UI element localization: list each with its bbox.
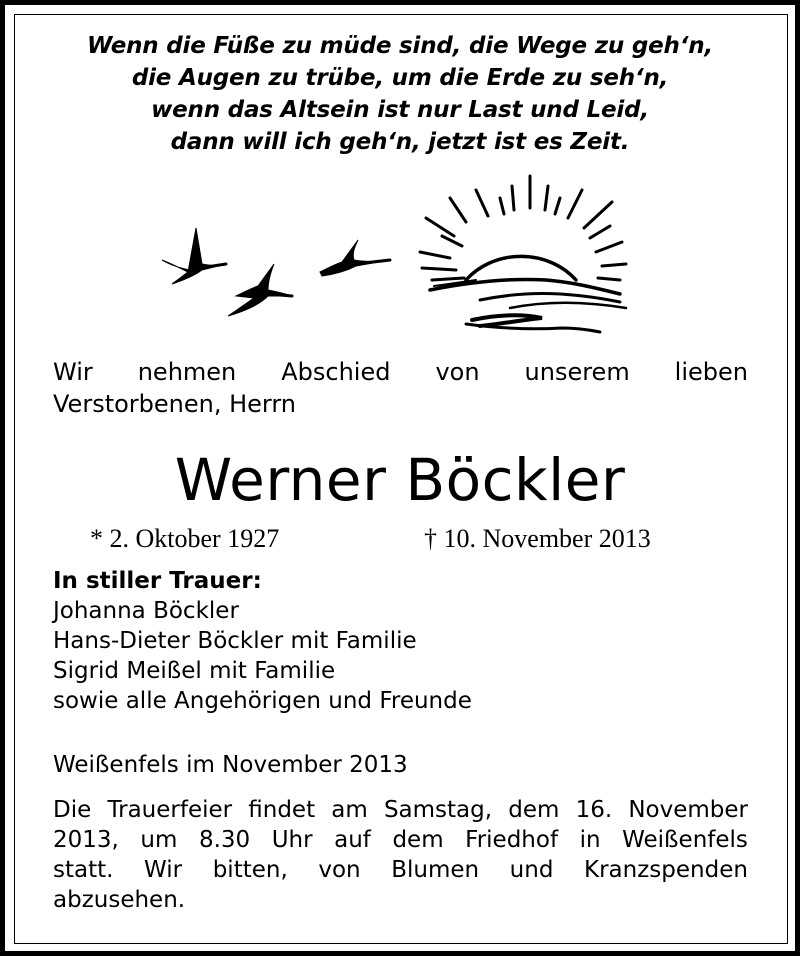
word: Wir <box>144 857 183 883</box>
poem-line: Wenn die Füße zu müde sind, die Wege zu geh‘n, <box>87 33 713 59</box>
word: bitten, <box>212 857 288 883</box>
word: 2013, <box>53 827 119 853</box>
poem-line: dann will ich geh‘n, jetzt ist es Zeit. <box>170 129 630 155</box>
word: Blumen <box>391 857 480 883</box>
death-date: † 10. November 2013 <box>424 524 651 553</box>
word: um <box>140 827 178 853</box>
service-line <box>53 885 748 915</box>
service-line <box>53 795 748 825</box>
word: abzusehen. <box>53 887 186 913</box>
word: Trauerfeier <box>107 797 233 823</box>
intro-text <box>53 356 748 420</box>
word: 16. <box>575 797 613 823</box>
service-line <box>53 855 748 885</box>
deceased-name: Werner Böckler <box>174 446 626 514</box>
sunset-icon <box>420 176 626 332</box>
word: in <box>579 827 601 853</box>
word: Uhr <box>271 827 313 853</box>
word: dem <box>392 827 444 853</box>
intro-line-1 <box>53 356 748 388</box>
mourners-title: In stiller Trauer: <box>53 568 262 594</box>
life-dates <box>0 522 800 556</box>
word: Friedhof <box>465 827 559 853</box>
intro-line-2: Verstorbenen, Herrn <box>53 390 297 418</box>
illustration <box>150 168 630 348</box>
word: findet <box>248 797 316 823</box>
mourner-name: sowie alle Angehörigen und Freunde <box>53 688 472 714</box>
word: Wir <box>53 358 93 386</box>
birth-date: * 2. Oktober 1927 <box>90 524 280 553</box>
word: Kranzspenden <box>584 857 748 883</box>
word: dem <box>508 797 560 823</box>
mourner-name: Hans-Dieter Böckler mit Familie <box>53 628 417 654</box>
word: auf <box>334 827 371 853</box>
service-notice <box>53 795 748 915</box>
place-date: Weißenfels im November 2013 <box>53 752 408 778</box>
word: Weißenfels <box>622 827 748 853</box>
word: Die <box>53 797 92 823</box>
word: von <box>318 857 361 883</box>
word: am <box>331 797 368 823</box>
word: unserem <box>524 358 630 386</box>
word: statt. <box>53 857 114 883</box>
word: lieben <box>674 358 748 386</box>
word: von <box>435 358 480 386</box>
word: Abschied <box>281 358 391 386</box>
mourner-name: Sigrid Meißel mit Familie <box>53 658 336 684</box>
word: November <box>628 797 748 823</box>
mourners-block <box>53 566 753 716</box>
word: und <box>509 857 554 883</box>
word: nehmen <box>137 358 237 386</box>
poem-line: die Augen zu trübe, um die Erde zu seh‘n, <box>131 65 669 91</box>
word: 8.30 <box>198 827 251 853</box>
poem <box>20 30 780 158</box>
poem-line: wenn das Altsein ist nur Last und Leid, <box>151 97 649 123</box>
mourner-name: Johanna Böckler <box>53 598 239 624</box>
birds-icon <box>162 228 390 316</box>
word: Samstag, <box>383 797 493 823</box>
service-line <box>53 825 748 855</box>
